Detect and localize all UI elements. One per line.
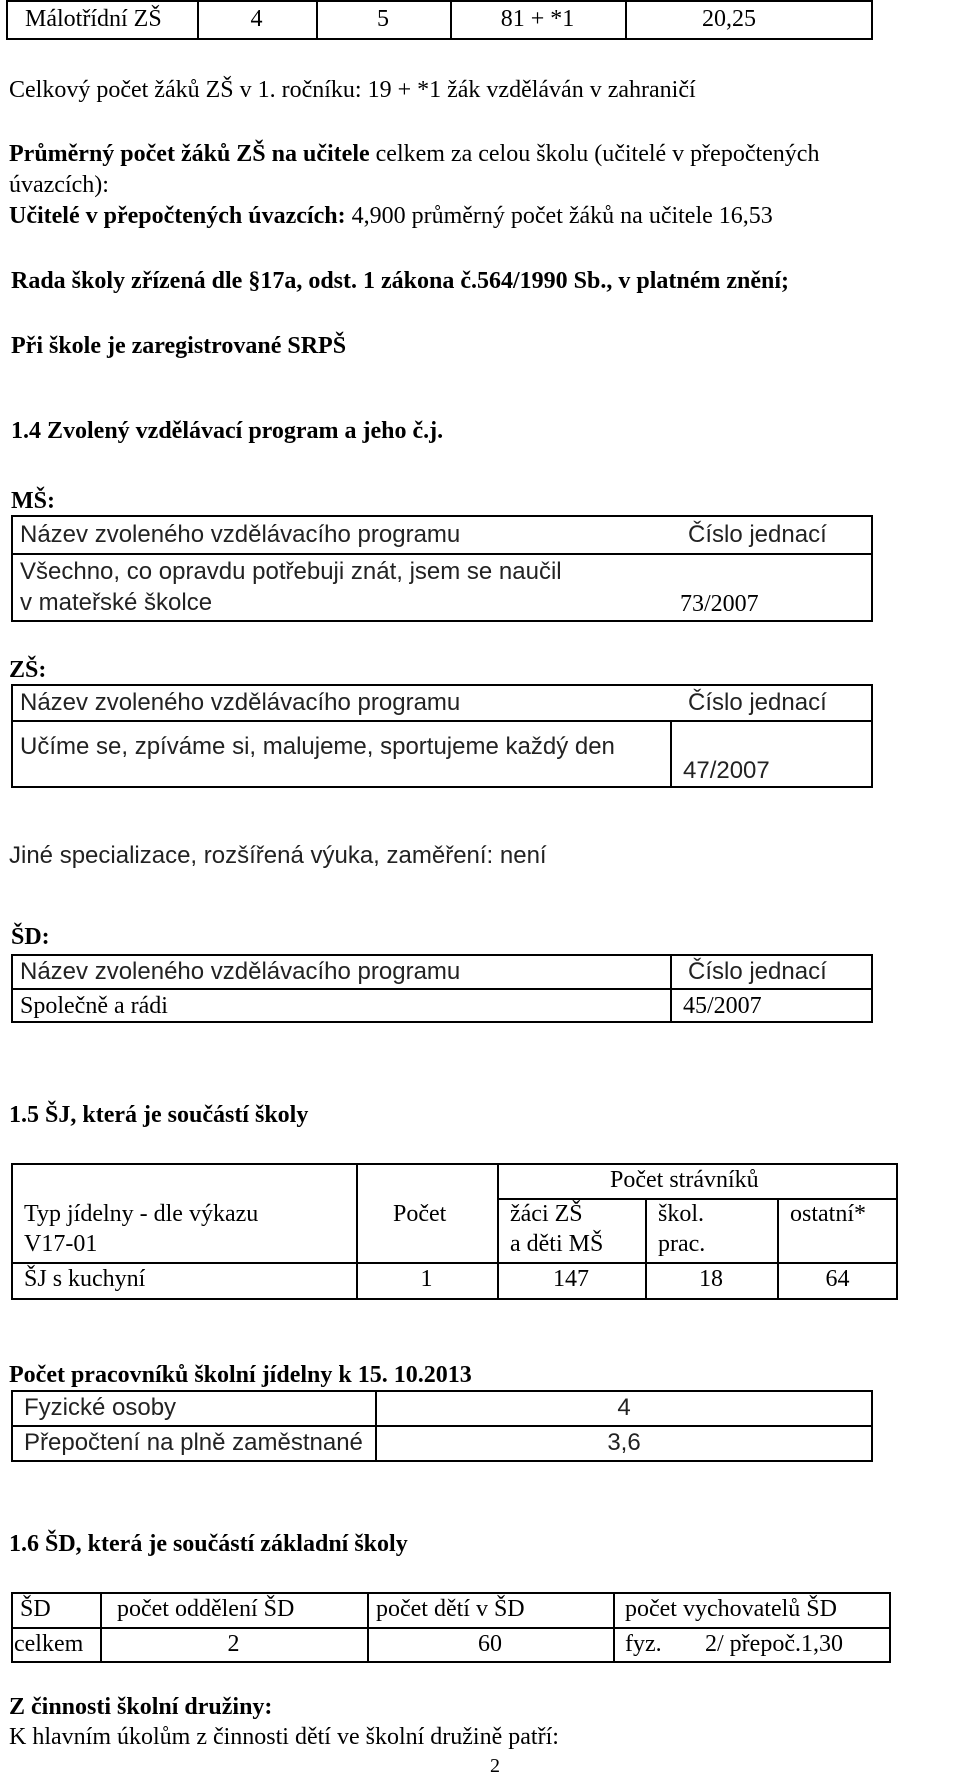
teachers-paragraph — [9, 203, 773, 230]
sd-activity-heading: Z činnosti školní družiny: — [9, 1694, 273, 1720]
ms-program-line1: Všechno, co opravdu potřebuji znát, jsem se naučil — [20, 558, 562, 585]
top-row-name: Málotřídní ZŠ — [25, 6, 162, 32]
canteen-row-count: 1 — [420, 1266, 433, 1292]
sd-groups-r2: 2 — [227, 1631, 240, 1657]
average-line2: úvazcích): — [9, 172, 109, 198]
other-specializations: Jiné specializace, rozšířená výuka, zaměření: není — [9, 842, 547, 869]
sd-col-name: Název zvoleného vzdělávacího programu — [20, 958, 461, 985]
canteen-header-type-l2: V17-01 — [24, 1231, 98, 1257]
workers-row2-label: Přepočtení na plně zaměstnané — [24, 1429, 363, 1456]
top-row-c3: 81 + *1 — [500, 6, 575, 32]
council-paragraph — [11, 268, 789, 295]
total-pupils-text: Celkový počet žáků ZŠ v 1. ročníku: 19 + *1 žák vzděláván v zahraničí — [9, 77, 696, 103]
sd-groups-h1: ŠD — [20, 1596, 51, 1622]
ms-program-line2: v mateřské školce — [20, 589, 213, 616]
canteen-row-staff: 18 — [699, 1266, 723, 1292]
teachers-bold: Učitelé v přepočtených úvazcích: — [9, 203, 346, 229]
sd-groups-r3: 60 — [478, 1631, 502, 1657]
canteen-header-type-l1: Typ jídelny - dle výkazu — [24, 1201, 259, 1227]
sd-program: Společně a rádi — [20, 993, 168, 1019]
sd-groups-h4: počet vychovatelů ŠD — [625, 1596, 837, 1622]
sd-groups-r1: celkem — [14, 1631, 84, 1657]
top-row-c4: 20,25 — [702, 6, 756, 32]
teachers-rest: 4,900 průměrný počet žáků na učitele 16,53 — [345, 203, 773, 229]
canteen-row-type: ŠJ s kuchyní — [24, 1266, 146, 1292]
canteen-header-pupils-l1: žáci ZŠ — [510, 1201, 583, 1227]
canteen-row-pupils: 147 — [553, 1266, 589, 1292]
sd-col-ref: Číslo jednací — [688, 958, 827, 985]
section-1-6-heading: 1.6 ŠD, která je součástí základní školy — [9, 1531, 408, 1557]
ms-ref: 73/2007 — [680, 591, 759, 617]
top-row-c2: 5 — [377, 6, 389, 32]
ms-label: MŠ: — [11, 488, 55, 514]
workers-row1-label: Fyzické osoby — [24, 1394, 177, 1421]
canteen-header-group: Počet strávníků — [610, 1167, 759, 1193]
sd-groups-h3: počet dětí v ŠD — [376, 1596, 525, 1622]
section-1-4-heading: 1.4 Zvolený vzdělávací program a jeho č.j. — [11, 418, 444, 444]
canteen-header-count: Počet — [393, 1201, 447, 1227]
average-bold: Průměrný počet žáků ZŠ na učitele — [9, 141, 370, 167]
average-paragraph — [9, 141, 819, 168]
workers-row2-value: 3,6 — [607, 1429, 641, 1456]
ms-col-name: Název zvoleného vzdělávacího programu — [20, 521, 461, 548]
top-row-c1: 4 — [250, 6, 263, 32]
zs-col-ref: Číslo jednací — [688, 689, 827, 716]
sd-groups-r4b: 2/ přepoč.1,30 — [705, 1631, 843, 1657]
canteen-row-other: 64 — [825, 1266, 850, 1292]
srps-text: Při škole je zaregistrované SRPŠ — [11, 333, 347, 359]
council-bold: Rada školy zřízená dle §17a, odst. 1 zákona č.564/1990 Sb. — [11, 268, 607, 294]
page-number: 2 — [490, 1755, 500, 1777]
zs-label: ZŠ: — [9, 657, 47, 683]
canteen-header-staff-l2: prac. — [658, 1231, 706, 1257]
average-rest: celkem za celou školu (učitelé v přepočtených — [369, 141, 820, 167]
section-1-5-heading: 1.5 ŠJ, která je součástí školy — [9, 1102, 309, 1128]
workers-row1-value: 4 — [617, 1394, 631, 1421]
zs-ref: 47/2007 — [683, 757, 770, 784]
sd-label: ŠD: — [11, 924, 50, 950]
sd-ref: 45/2007 — [683, 993, 762, 1019]
sd-groups-h2: počet oddělení ŠD — [117, 1596, 295, 1622]
canteen-header-staff-l1: škol. — [658, 1201, 705, 1227]
sd-groups-r4a: fyz. — [625, 1631, 662, 1657]
zs-program: Učíme se, zpíváme si, malujeme, sportujeme každý den — [20, 733, 615, 760]
canteen-workers-heading: Počet pracovníků školní jídelny k 15. 10.2013 — [9, 1362, 472, 1388]
council-rest: , v platném znění; — [606, 268, 790, 294]
ms-col-ref: Číslo jednací — [688, 521, 827, 548]
sd-activity-text: K hlavním úkolům z činnosti dětí ve školní družině patří: — [9, 1724, 559, 1750]
canteen-header-pupils-l2: a děti MŠ — [510, 1231, 604, 1257]
canteen-header-other: ostatní* — [790, 1201, 866, 1227]
zs-col-name: Název zvoleného vzdělávacího programu — [20, 689, 461, 716]
